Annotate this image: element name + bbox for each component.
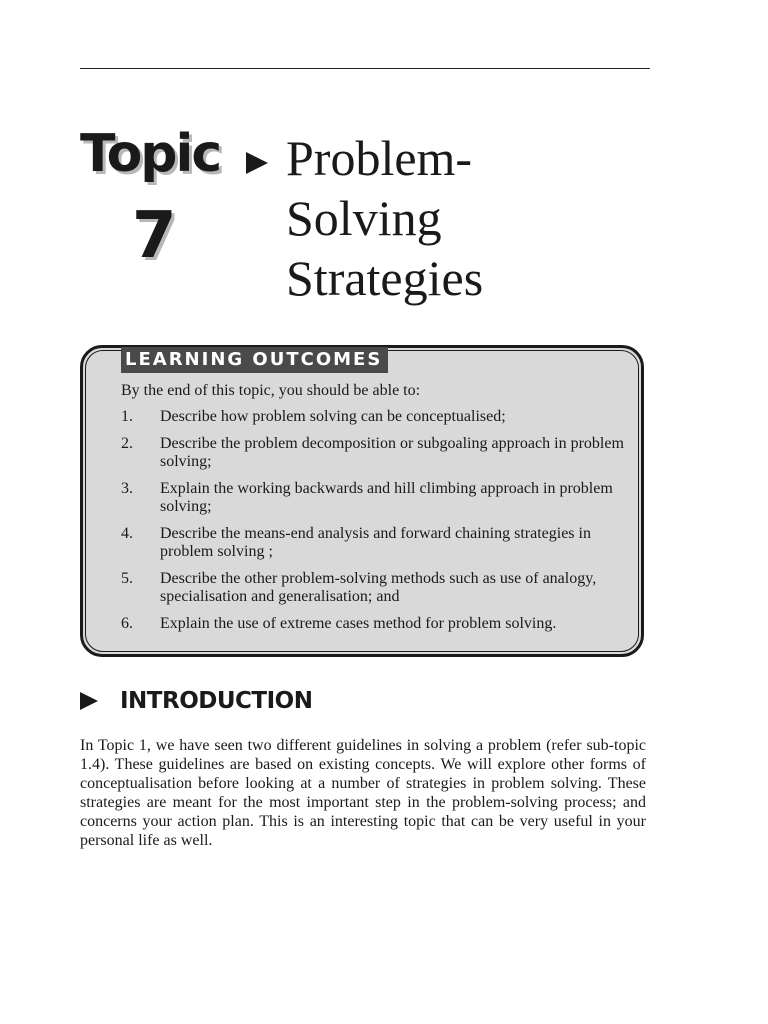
list-item-text: Describe the other problem-solving methods such as use of analogy, specialisation and generalisation; and	[160, 570, 597, 605]
list-item-number: 4.	[121, 525, 133, 542]
introduction-title: INTRODUCTION	[120, 688, 313, 714]
list-item-text: Explain the use of extreme cases method for problem solving.	[160, 615, 557, 632]
list-item	[121, 570, 641, 606]
list-item-text: Describe the problem decomposition or subgoaling approach in problem solving;	[160, 435, 624, 470]
list-item-number: 2.	[121, 435, 133, 452]
introduction-paragraph: In Topic 1, we have seen two different guidelines in solving a problem (refer sub-topic 1.4). These guidelines are based on existing concepts. We will explore other forms of conceptualisation before looking at a number of strategies in problem solving. These strategies are meant for the most important step in the problem-solving process; and concerns your action plan. This is an interesting topic that can be very useful in your personal life as well.	[80, 737, 646, 849]
list-item-text: Describe the means-end analysis and forward chaining strategies in problem solving ;	[160, 525, 591, 560]
list-item-number: 5.	[121, 570, 133, 587]
top-rule	[80, 68, 650, 69]
list-item-text: Explain the working backwards and hill climbing approach in problem solving;	[160, 480, 613, 515]
learning-outcomes-list	[121, 408, 641, 642]
learning-outcomes-header: LEARNING OUTCOMES	[121, 347, 388, 373]
triangle-right-icon	[80, 692, 98, 710]
topic-label-block	[80, 118, 250, 273]
list-item	[121, 408, 641, 426]
chapter-title-line: Strategies	[286, 250, 484, 306]
introduction-heading	[80, 688, 312, 714]
chapter-title-line: Solving	[286, 190, 442, 246]
list-item	[121, 435, 641, 471]
chapter-title-line: Problem-	[286, 130, 473, 186]
learning-outcomes-box	[80, 345, 644, 657]
list-item-number: 6.	[121, 615, 133, 632]
topic-label: Topic	[80, 124, 221, 184]
topic-number: 7	[132, 199, 177, 273]
triangle-right-icon	[246, 152, 268, 174]
list-item-text: Describe how problem solving can be conceptualised;	[160, 408, 506, 425]
list-item	[121, 525, 641, 561]
list-item	[121, 615, 641, 633]
list-item-number: 1.	[121, 408, 133, 425]
chapter-title	[286, 128, 646, 308]
list-item	[121, 480, 641, 516]
learning-outcomes-intro: By the end of this topic, you should be able to:	[121, 382, 421, 399]
list-item-number: 3.	[121, 480, 133, 497]
